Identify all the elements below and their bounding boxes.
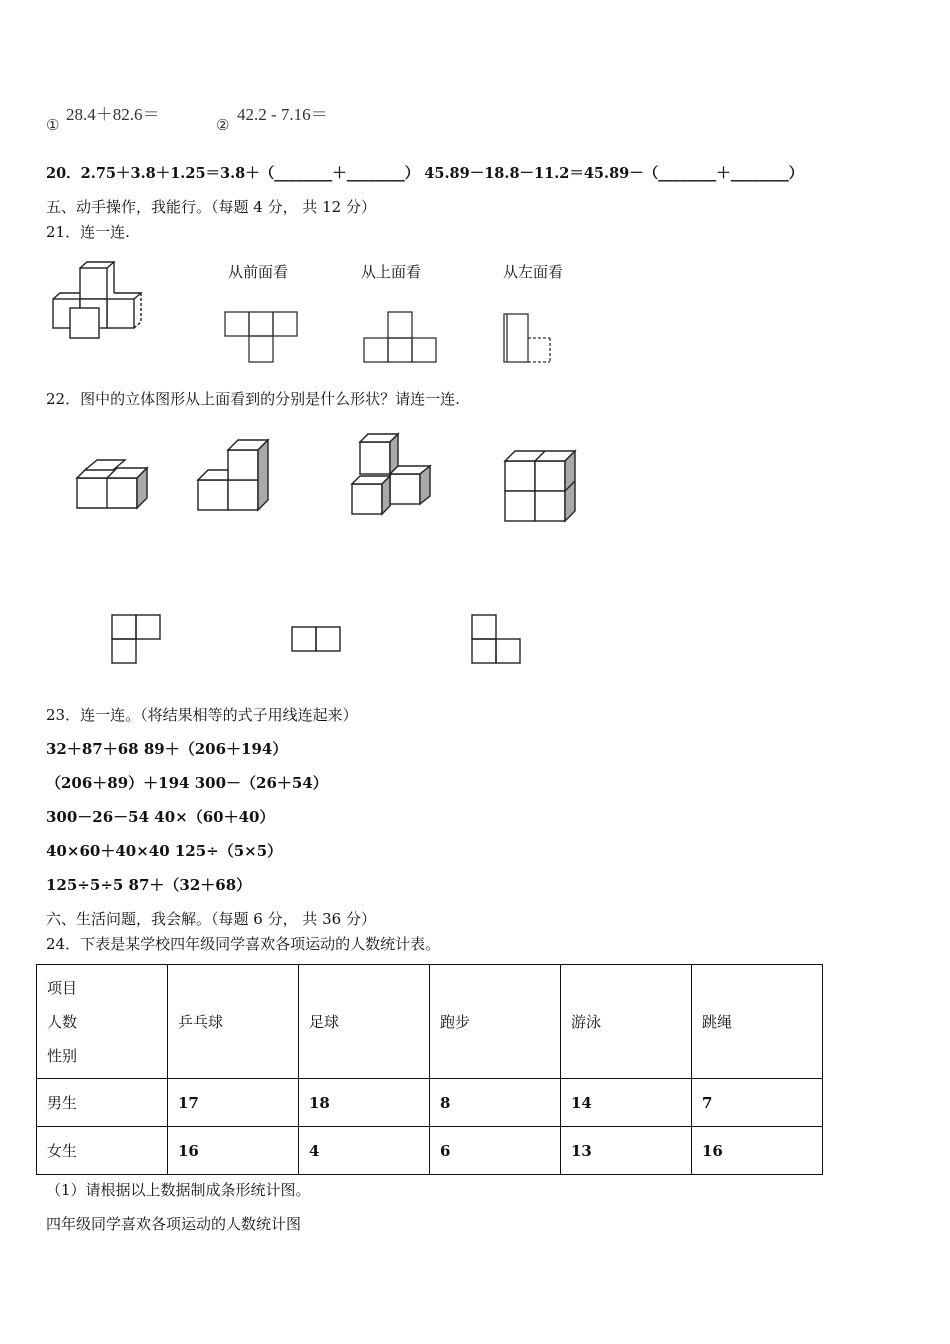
table-cell: 17 — [168, 1079, 299, 1127]
table-cell: 13 — [561, 1127, 692, 1175]
calc-expression-2: 42.2 - 7.16＝ — [237, 105, 328, 124]
question-24-title: 24．下表是某学校四年级同学喜欢各项运动的人数统计表。 — [46, 935, 441, 953]
view-label-front: 从前面看 — [228, 263, 289, 281]
header-line-item: 项目 — [47, 978, 78, 997]
question-22-title: 22．图中的立体图形从上面看到的分别是什么形状？请连一连. — [46, 390, 460, 408]
table-cell: 16 — [168, 1127, 299, 1175]
item-marker-1: ① — [46, 116, 60, 134]
table-row — [37, 1127, 823, 1175]
header-line-gender: 性别 — [47, 1046, 78, 1065]
q22-solid-4 — [505, 449, 585, 529]
column-header: 足球 — [299, 965, 430, 1079]
sports-stats-table — [36, 964, 823, 1175]
row-label: 女生 — [37, 1127, 168, 1175]
q22-top-view-1 — [112, 615, 172, 675]
q21-solid-figure — [50, 260, 160, 350]
section-6-title: 六、生活问题，我会解。（每题 6 分， 共 36 分） — [46, 910, 376, 928]
table-cell: 7 — [692, 1079, 823, 1127]
chart-caption: 四年级同学喜欢各项运动的人数统计图 — [46, 1215, 302, 1233]
q22-top-view-2 — [292, 627, 352, 667]
table-header-row — [37, 965, 823, 1079]
view-shape-t — [225, 312, 305, 367]
question-21-title: 21．连一连. — [46, 223, 130, 241]
view-shape-inverted-t — [363, 312, 443, 367]
row-label: 男生 — [37, 1079, 168, 1127]
q22-top-view-3 — [472, 615, 532, 675]
table-cell: 8 — [430, 1079, 561, 1127]
item-marker-2: ② — [216, 116, 230, 134]
sub-question-1: （1）请根据以上数据制成条形统计图。 — [46, 1181, 311, 1199]
column-header: 乒乓球 — [168, 965, 299, 1079]
column-header: 跑步 — [430, 965, 561, 1079]
table-cell: 6 — [430, 1127, 561, 1175]
q22-solid-3 — [350, 432, 440, 522]
question-23-title: 23．连一连。（将结果相等的式子用线连起来） — [46, 706, 358, 724]
q22-solid-2 — [198, 440, 278, 520]
match-row-1: 32＋87＋68 89＋（206＋194） — [46, 740, 288, 758]
match-row-5: 125÷5÷5 87＋（32＋68） — [46, 876, 252, 894]
header-corner-cell — [37, 965, 168, 1079]
table-cell: 18 — [299, 1079, 430, 1127]
header-line-count: 人数 — [47, 1012, 78, 1031]
match-row-4: 40×60＋40×40 125÷（5×5） — [46, 842, 283, 860]
table-cell: 14 — [561, 1079, 692, 1127]
view-shape-l — [502, 312, 562, 367]
view-label-left: 从左面看 — [503, 263, 564, 281]
table-row — [37, 1079, 823, 1127]
column-header: 跳绳 — [692, 965, 823, 1079]
view-label-top: 从上面看 — [361, 263, 422, 281]
match-row-3: 300－26－54 40×（60＋40） — [46, 808, 275, 826]
question-20: 20．2.75＋3.8＋1.25＝3.8＋（________＋________） 45.89－18.8－11.2＝45.89－（________＋________） — [46, 165, 804, 182]
column-header: 游泳 — [561, 965, 692, 1079]
q22-solid-1 — [77, 458, 157, 513]
match-row-2: （206＋89）＋194 300－（26＋54） — [46, 774, 328, 792]
table-cell: 16 — [692, 1127, 823, 1175]
section-5-title: 五、动手操作，我能行。（每题 4 分， 共 12 分） — [46, 198, 376, 216]
calc-expression-1: 28.4＋82.6＝ — [66, 105, 160, 124]
table-cell: 4 — [299, 1127, 430, 1175]
